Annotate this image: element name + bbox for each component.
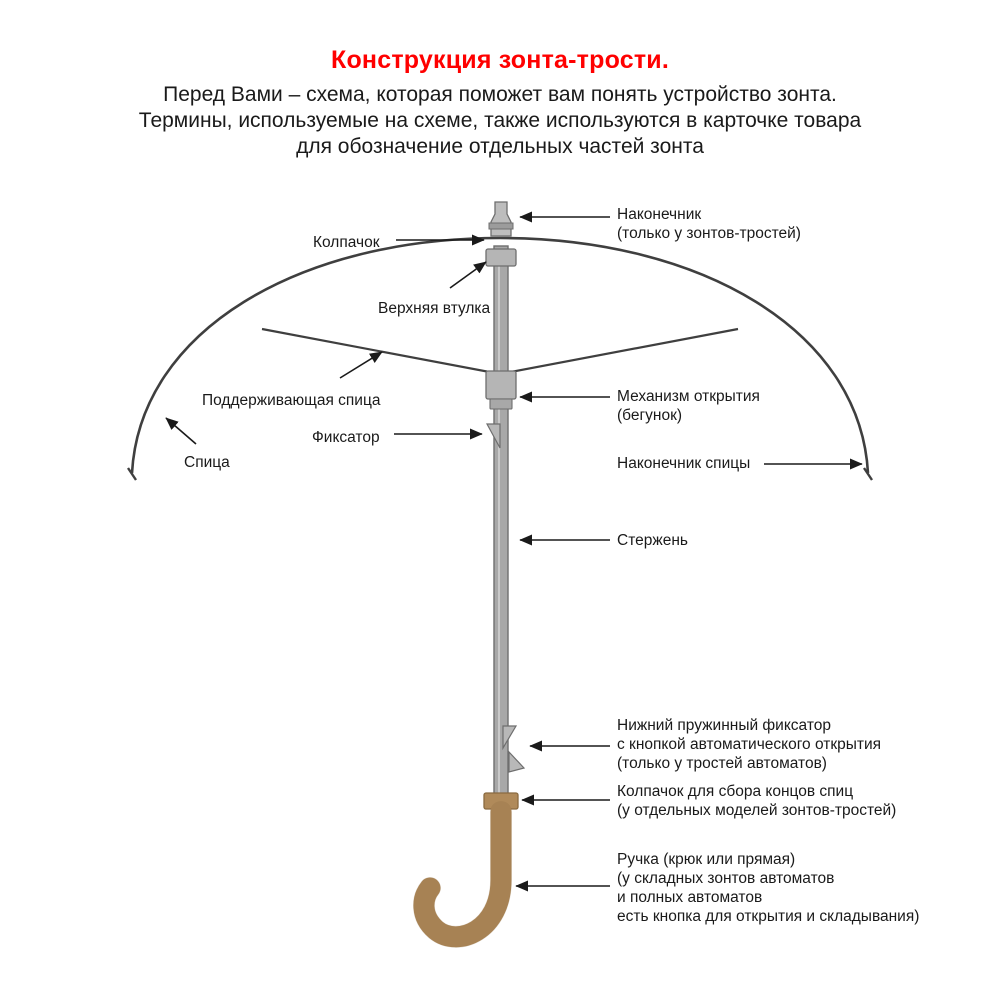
label-support-rib-line-1: Поддерживающая спица <box>202 392 381 409</box>
label-opening-mechanism-line-2: (бегунок) <box>617 407 683 424</box>
leader-support-rib <box>340 352 382 378</box>
label-handle-line-4: есть кнопка для открытия и складывания) <box>617 908 920 925</box>
label-rib-ends-cap-line-1: Колпачок для сбора концов спиц <box>617 783 854 800</box>
subtitle-line-3: для обозначение отдельных частей зонта <box>296 135 704 158</box>
label-latch-line-1: Фиксатор <box>312 429 380 446</box>
label-tip <box>617 205 801 243</box>
label-handle <box>617 850 919 926</box>
label-rib <box>184 453 230 472</box>
label-cap-line-1: Колпачок <box>313 234 380 251</box>
tip-ferrule <box>491 202 511 236</box>
label-lower-spring-latch-line-1: Нижний пружинный фиксатор <box>617 717 831 734</box>
lower-spring-latch-button <box>509 752 524 772</box>
handle-hook-shade <box>424 812 501 937</box>
top-bushing-block <box>486 249 516 266</box>
label-handle-line-2: (у складных зонтов автоматов <box>617 870 835 887</box>
page-title: Конструкция зонта-трости. <box>331 46 669 74</box>
lower-spring-latch-upper <box>503 726 516 748</box>
label-opening-mechanism <box>617 387 760 425</box>
label-rib-tip <box>617 454 750 473</box>
label-rib-ends-cap-line-2: (у отдельных моделей зонтов-тростей) <box>617 802 897 819</box>
label-rib-ends-cap <box>617 782 896 820</box>
label-lower-spring-latch-line-3: (только у тростей автоматов) <box>617 755 827 772</box>
label-shaft-line-1: Стержень <box>617 532 688 549</box>
label-tip-line-2: (только у зонтов-тростей) <box>617 225 801 242</box>
runner-lower-collar <box>490 399 512 409</box>
label-handle-line-3: и полных автоматов <box>617 889 763 906</box>
label-lower-spring-latch <box>617 716 881 773</box>
shaft-rod <box>494 246 508 806</box>
label-handle-line-1: Ручка (крюк или прямая) <box>617 851 796 868</box>
subtitle-line-2: Термины, используемые на схеме, также используются в карточке товара <box>138 109 862 132</box>
label-cap <box>313 233 380 252</box>
label-lower-spring-latch-line-2: с кнопкой автоматического открытия <box>617 736 882 753</box>
label-rib-line-1: Спица <box>184 454 230 471</box>
leader-rib <box>166 418 196 444</box>
label-tip-line-1: Наконечник <box>617 206 702 223</box>
tip-collar <box>489 223 513 229</box>
label-rib-tip-line-1: Наконечник спицы <box>617 455 751 472</box>
runner-block <box>486 371 516 399</box>
label-support-rib <box>202 391 380 410</box>
label-shaft <box>617 531 688 550</box>
label-top-bushing <box>378 299 490 318</box>
subtitle-line-1: Перед Вами – схема, которая поможет вам понять устройство зонта. <box>163 83 837 106</box>
label-opening-mechanism-line-1: Механизм открытия <box>617 388 760 405</box>
label-latch <box>312 428 380 447</box>
leader-top-bushing <box>450 262 486 288</box>
label-top-bushing-line-1: Верхняя втулка <box>378 300 491 317</box>
